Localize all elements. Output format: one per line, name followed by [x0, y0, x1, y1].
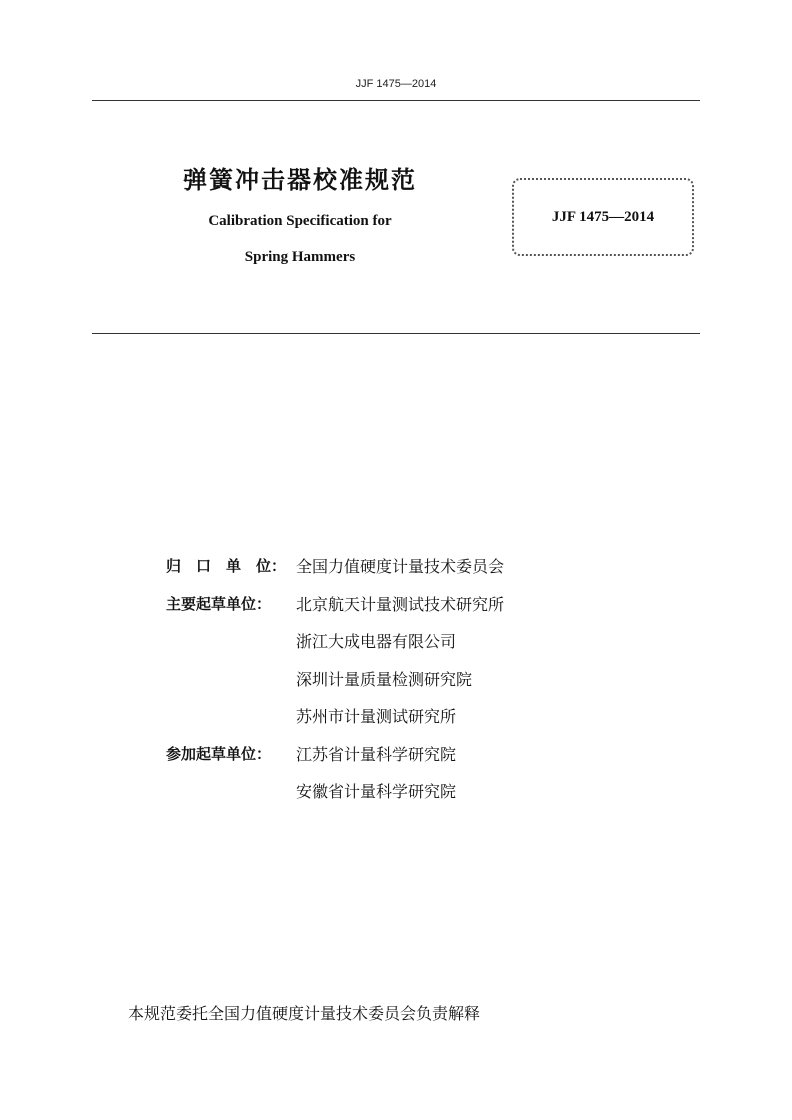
organization-row — [166, 660, 504, 698]
organization-label: 归 口 单 位： — [166, 557, 287, 576]
title-chinese: 弹簧冲击器校准规范 — [183, 166, 417, 194]
organization-value: 安徽省计量科学研究院 — [296, 782, 457, 802]
organization-row — [166, 697, 504, 735]
title-english-line1: Calibration Specification for — [208, 213, 392, 229]
code-box-text: JJF 1475—2014 — [551, 208, 655, 225]
organization-row — [166, 547, 504, 585]
organization-value: 北京航天计量测试技术研究所 — [296, 594, 505, 614]
organization-value: 浙江大成电器有限公司 — [296, 632, 457, 652]
organization-label: 主要起草单位： — [166, 594, 272, 613]
organization-value: 江苏省计量科学研究院 — [296, 744, 457, 764]
organization-value: 深圳计量质量检测研究院 — [296, 669, 473, 689]
section-rule — [92, 333, 700, 334]
organization-row — [166, 622, 504, 660]
code-box — [512, 178, 694, 256]
organization-row — [166, 772, 504, 810]
organization-label: 参加起草单位： — [166, 744, 272, 763]
title-english-line2: Spring Hammers — [244, 249, 356, 265]
organization-list — [166, 547, 504, 810]
organization-value: 苏州市计量测试研究所 — [296, 707, 457, 727]
header-rule — [92, 100, 700, 101]
organization-row — [166, 735, 504, 773]
title-block — [150, 160, 450, 275]
header-code: JJF 1475—2014 — [355, 78, 437, 90]
organization-row — [166, 585, 504, 623]
footer-note: 本规范委托全国力值硬度计量技术委员会负责解释 — [128, 1004, 481, 1023]
organization-value: 全国力值硬度计量技术委员会 — [296, 557, 505, 577]
